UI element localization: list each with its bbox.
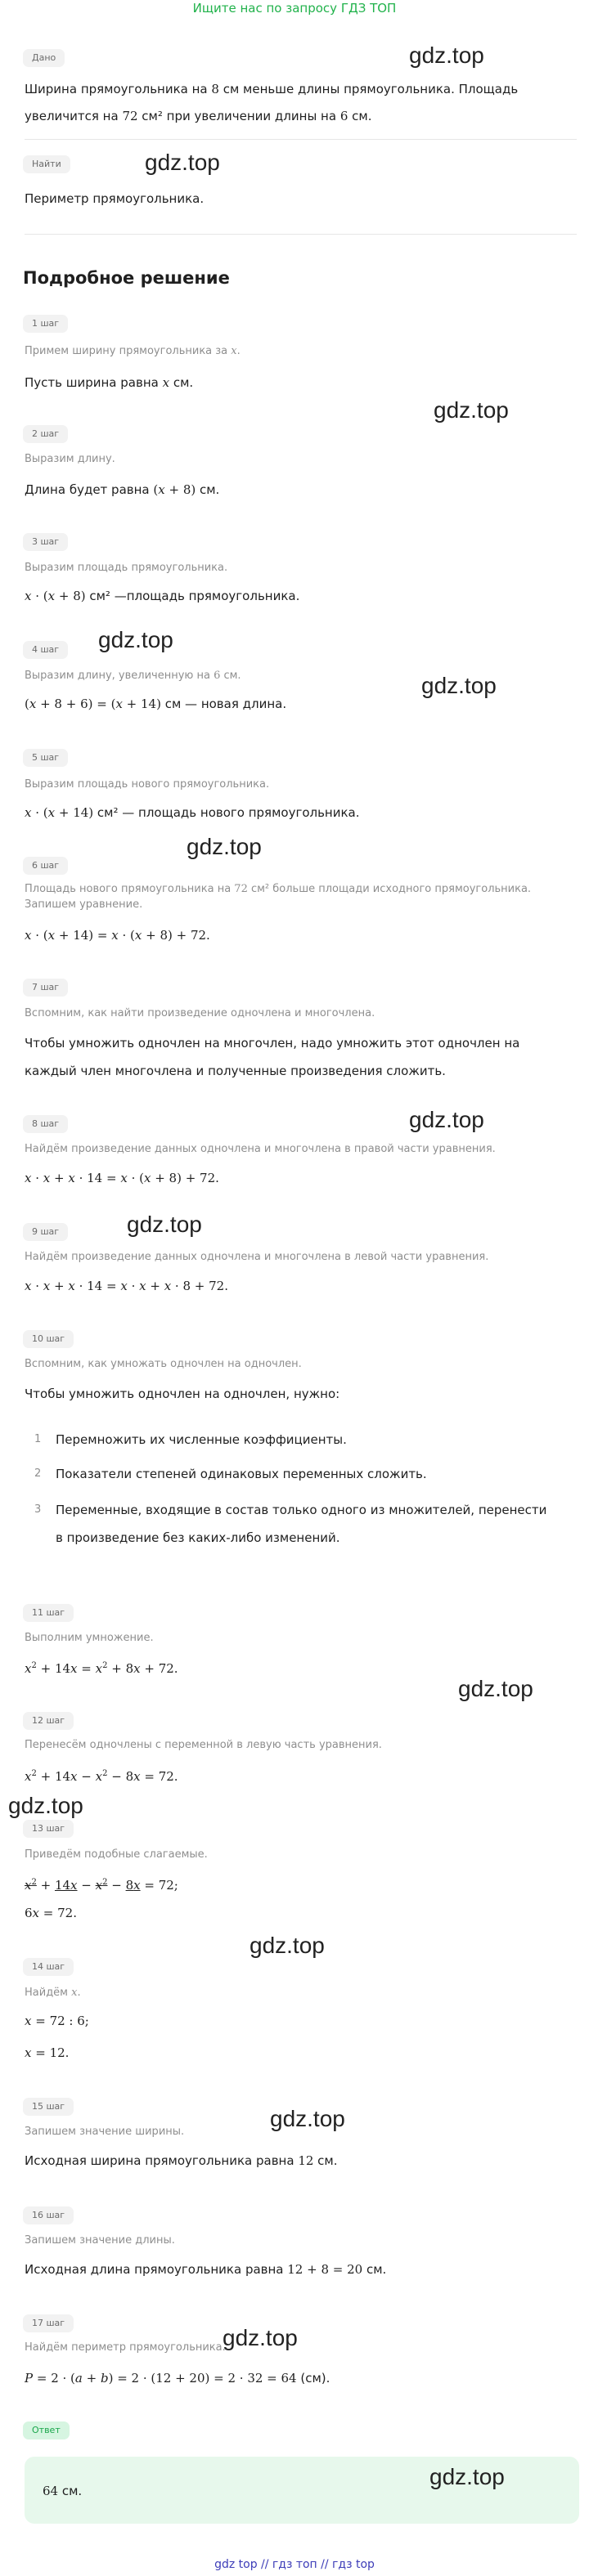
watermark: gdz.top xyxy=(223,2325,298,2350)
list-item-text: Показатели степеней одинаковых переменных сложить. xyxy=(56,1467,427,1481)
given-text-line-1: Ширина прямоугольника на 8 см меньше длины прямоугольника. Площадь xyxy=(25,82,519,96)
step-2-text: Длина будет равна (x + 8) см. xyxy=(25,482,220,497)
step-3-text: x · (x + 8) см² —площадь прямоугольника. xyxy=(25,589,300,603)
find-label: Найти xyxy=(23,155,70,173)
watermark: gdz.top xyxy=(429,2464,505,2489)
step-15-label: 15 шаг xyxy=(23,2098,74,2116)
step-9-text: x · x + x · 14 = x · x + x · 8 + 72. xyxy=(25,1279,228,1293)
step-17-label: 17 шаг xyxy=(23,2314,74,2332)
step-9-hint: Найдём произведение данных одночлена и многочлена в левой части уравнения. xyxy=(25,1251,489,1263)
step-8-text: x · x + x · 14 = x · (x + 8) + 72. xyxy=(25,1171,219,1185)
step-2-label: 2 шаг xyxy=(23,425,68,443)
step-5-hint: Выразим площадь нового прямоугольника. xyxy=(25,778,270,791)
list-item-text: Перемножить их численные коэффициенты. xyxy=(56,1432,347,1447)
step-2-hint: Выразим длину. xyxy=(25,453,115,465)
divider xyxy=(25,234,577,235)
step-1-text: Пусть ширина равна x см. xyxy=(25,375,194,390)
search-banner[interactable]: Ищите нас по запросу ГДЗ ТОП xyxy=(192,1,397,16)
watermark: gdz.top xyxy=(409,43,484,68)
step-7-text-2: каждый член многочлена и полученные произведения сложить. xyxy=(25,1064,446,1078)
watermark: gdz.top xyxy=(98,627,173,652)
step-14-text: x = 72 : 6; xyxy=(25,2014,89,2028)
step-16-hint: Запишем значение длины. xyxy=(25,2234,175,2247)
answer-label: Ответ xyxy=(23,2421,70,2439)
list-item-number: 2 xyxy=(34,1467,42,1480)
step-11-text: $x^2 + 14x = x^2 + 8x + 72$. xyxy=(25,1661,178,1676)
step-5-text: x · (x + 14) см² — площадь нового прямоугольника. xyxy=(25,805,360,820)
list-item-number: 3 xyxy=(34,1503,42,1516)
step-16-text: Исходная длина прямоугольника равна 12 + 8 = 20 см. xyxy=(25,2262,387,2277)
step-15-hint: Запишем значение ширины. xyxy=(25,2126,185,2138)
step-11-label: 11 шаг xyxy=(23,1604,74,1622)
footer-links[interactable]: gdz top // гдз топ // гдз top xyxy=(214,2558,375,2571)
watermark: gdz.top xyxy=(250,1933,325,1958)
watermark: gdz.top xyxy=(127,1212,202,1237)
list-item-text: Переменные, входящие в состав только одного из множителей, перенести xyxy=(56,1503,547,1517)
step-4-text: (x + 8 + 6) = (x + 14) см — новая длина. xyxy=(25,697,287,711)
step-14-label: 14 шаг xyxy=(23,1958,74,1976)
divider xyxy=(25,139,577,140)
step-9-label: 9 шаг xyxy=(23,1223,68,1241)
list-item-text-cont: в произведение без каких-либо изменений. xyxy=(56,1530,340,1545)
step-10-label: 10 шаг xyxy=(23,1330,74,1348)
answer-text: 64 см. xyxy=(43,2484,83,2498)
step-13-hint: Приведём подобные слагаемые. xyxy=(25,1848,208,1861)
step-15-text: Исходная ширина прямоугольника равна 12 см. xyxy=(25,2153,338,2168)
step-11-hint: Выполним умножение. xyxy=(25,1632,154,1644)
step-14-hint: Найдём x. xyxy=(25,1987,81,1999)
step-14-text-2: x = 12. xyxy=(25,2045,70,2060)
step-3-hint: Выразим площадь прямоугольника. xyxy=(25,562,228,574)
step-8-label: 8 шаг xyxy=(23,1115,68,1133)
step-1-hint: Примем ширину прямоугольника за x. xyxy=(25,345,241,357)
step-17-hint: Найдём периметр прямоугольника. xyxy=(25,2341,226,2354)
step-13-label: 13 шаг xyxy=(23,1820,74,1838)
given-text-line-2: увеличится на 72 см² при увеличении длины на 6 см. xyxy=(25,109,372,123)
step-6-hint: Площадь нового прямоугольника на 72 см² больше площади исходного прямоугольника. xyxy=(25,883,532,895)
watermark: gdz.top xyxy=(458,1676,533,1701)
watermark: gdz.top xyxy=(434,397,509,423)
step-12-label: 12 шаг xyxy=(23,1712,74,1730)
step-10-hint: Вспомним, как умножать одночлен на одночлен. xyxy=(25,1358,302,1370)
given-label: Дано xyxy=(23,49,65,67)
list-item-number: 1 xyxy=(34,1433,42,1445)
watermark: gdz.top xyxy=(8,1793,83,1818)
step-5-label: 5 шаг xyxy=(23,749,68,767)
watermark: gdz.top xyxy=(270,2106,345,2131)
solution-title: Подробное решение xyxy=(23,268,230,288)
step-7-text-1: Чтобы умножить одночлен на многочлен, надо умножить этот одночлен на xyxy=(25,1036,520,1051)
step-17-text: P = 2 · (a + b) = 2 · (12 + 20) = 2 · 32 = 64 (см). xyxy=(25,2371,330,2386)
step-12-hint: Перенесём одночлены с переменной в левую часть уравнения. xyxy=(25,1739,382,1751)
watermark: gdz.top xyxy=(145,150,220,175)
step-10-text: Чтобы умножить одночлен на одночлен, нужно: xyxy=(25,1387,340,1401)
watermark: gdz.top xyxy=(421,673,497,698)
step-16-label: 16 шаг xyxy=(23,2206,74,2224)
step-4-hint: Выразим длину, увеличенную на 6 см. xyxy=(25,670,241,682)
watermark: gdz.top xyxy=(409,1107,484,1132)
step-13-text: $x^2 + 14x - x^2 - 8x = 72$; xyxy=(25,1878,178,1893)
step-7-hint: Вспомним, как найти произведение одночлена и многочлена. xyxy=(25,1007,375,1019)
step-4-label: 4 шаг xyxy=(23,641,68,659)
step-6-label: 6 шаг xyxy=(23,857,68,875)
find-text: Периметр прямоугольника. xyxy=(25,191,205,206)
step-6-hint-2: Запишем уравнение. xyxy=(25,898,143,911)
step-13-text-2: 6x = 72. xyxy=(25,1906,77,1920)
watermark: gdz.top xyxy=(187,834,262,859)
step-12-text: $x^2 + 14x - x^2 - 8x = 72$. xyxy=(25,1769,178,1784)
step-6-text: x · (x + 14) = x · (x + 8) + 72. xyxy=(25,928,210,943)
step-8-hint: Найдём произведение данных одночлена и многочлена в правой части уравнения. xyxy=(25,1143,496,1155)
step-1-label: 1 шаг xyxy=(23,315,68,333)
step-7-label: 7 шаг xyxy=(23,979,68,997)
step-3-label: 3 шаг xyxy=(23,533,68,551)
